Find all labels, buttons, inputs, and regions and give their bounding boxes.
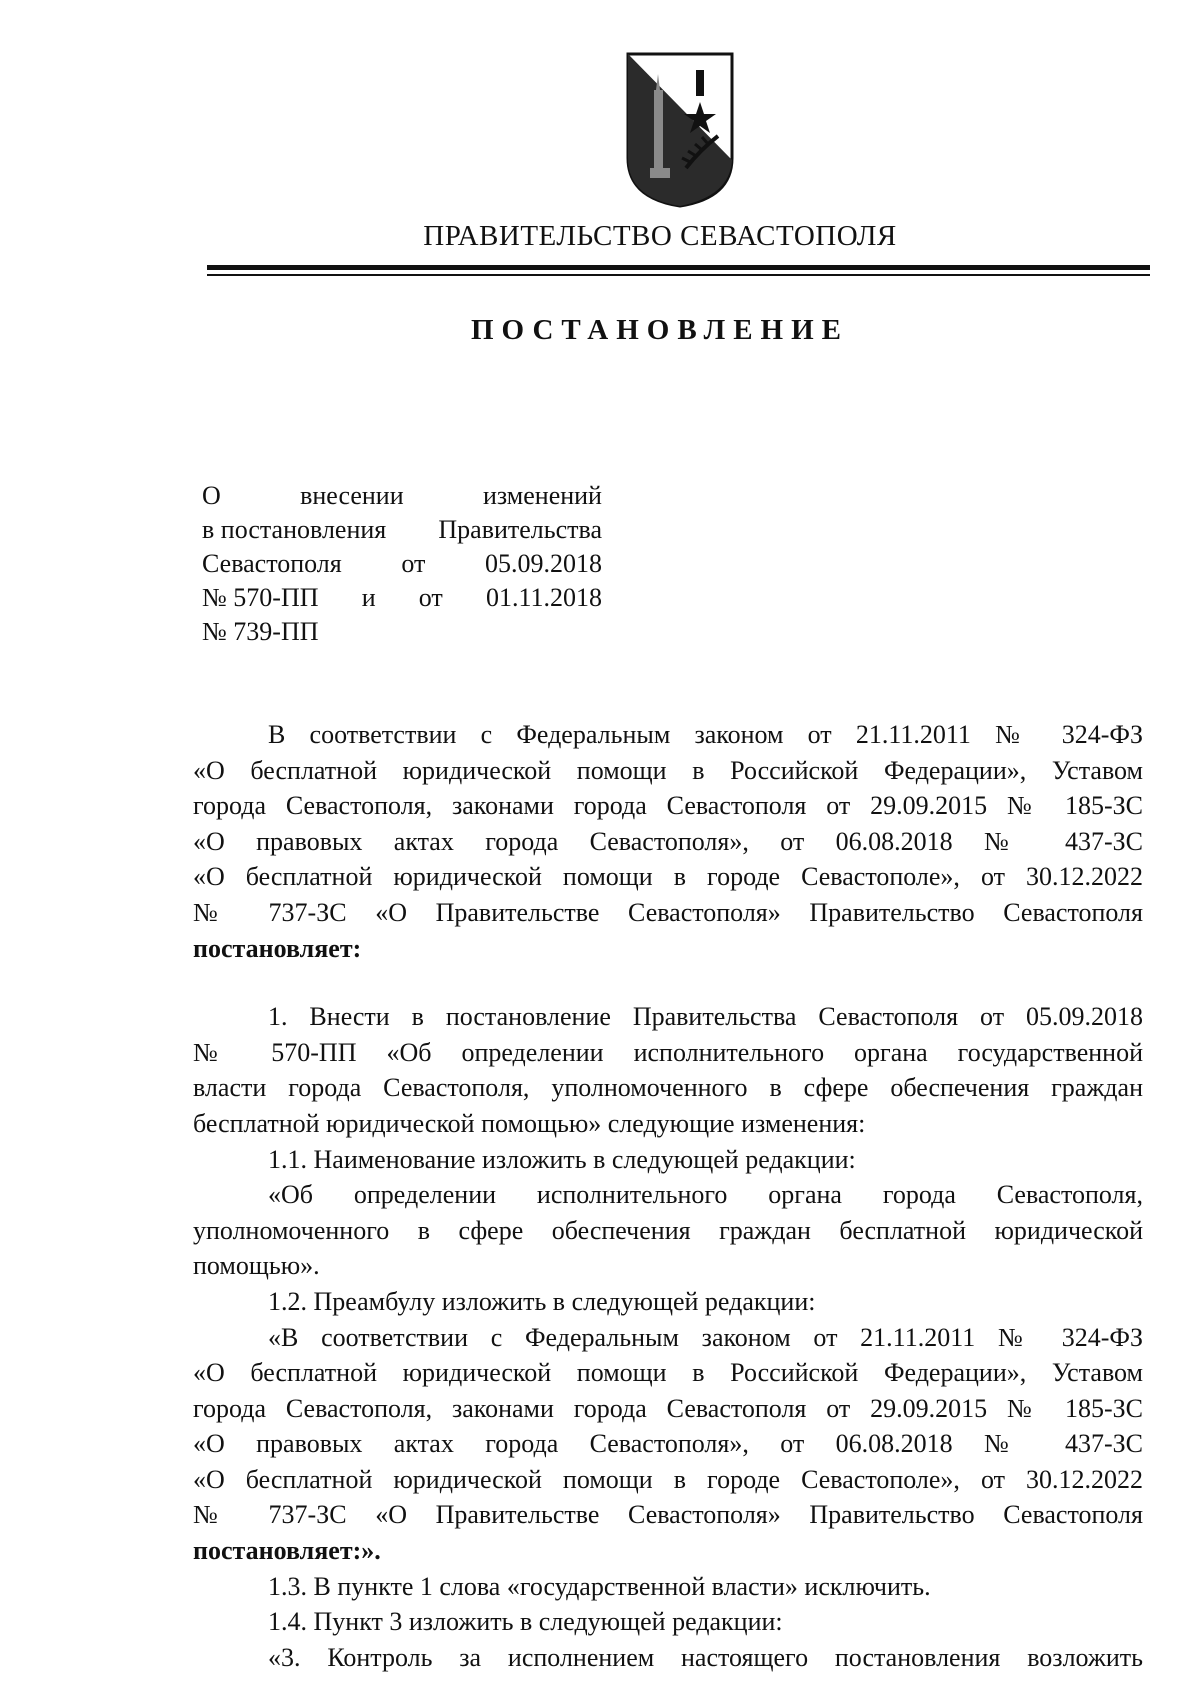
text-line: помощью». [193,1251,320,1281]
text-line: № 570-ПП «Об определении исполнительного органа государственной [193,1037,1143,1067]
text-line: В соответствии с Федеральным законом от 21.11.2011 № 324-ФЗ [268,720,1143,749]
text-line: «О правовых актах города Севастополя», от 06.08.2018 № 437-ЗС [193,826,1143,856]
header-divider-thick [207,265,1150,270]
document-type-heading: ПОСТАНОВЛЕНИЕ [470,314,849,346]
resolves-keyword: постановляет: [193,933,362,963]
text-line: «О бесплатной юридической помощи в городе Севастополе», от 30.12.2022 [193,1464,1143,1494]
text-line: 1.4. Пункт 3 изложить в следующей редакции: [268,1607,783,1637]
text-line: города Севастополя, законами города Севастополя от 29.09.2015 № 185-ЗС [193,791,1143,821]
text-line [193,1533,1143,1569]
sevastopol-coat-of-arms-icon [620,50,740,208]
text-line: власти города Севастополя, уполномоченного в сфере обеспечения граждан [193,1073,1143,1103]
document-subject [202,479,602,649]
resolves-keyword: постановляет:». [193,1536,381,1566]
text-line: 1.2. Преамбулу изложить в следующей редакции: [268,1286,816,1316]
text-line: № 737-ЗС «О Правительстве Севастополя» Правительство Севастополя [193,1500,1143,1530]
text-line: «В соответствии с Федеральным законом от 21.11.2011 № 324-ФЗ [268,1322,1143,1352]
text-line: 1.1. Наименование изложить в следующей редакции: [268,1144,856,1174]
text-line: бесплатной юридической помощью» следующие изменения: [193,1108,866,1138]
text-line: 1.3. В пункте 1 слова «государственной власти» исключить. [268,1571,931,1601]
text-line: «О правовых актах города Севастополя», от 06.08.2018 № 437-ЗС [193,1429,1143,1459]
text-line: города Севастополя, законами города Севастополя от 29.09.2015 № 185-ЗС [193,1393,1143,1423]
header-divider-thin [207,274,1150,276]
text-line: «3. Контроль за исполнением настоящего постановления возложить [268,1642,1143,1672]
preamble-paragraph [193,717,1143,966]
government-title: ПРАВИТЕЛЬСТВО СЕВАСТОПОЛЯ [423,220,897,252]
document-body [193,717,1143,1675]
text-line: № 737-ЗС «О Правительстве Севастополя» Правительство Севастополя [193,897,1143,927]
item-1-3-paragraph [193,1569,1143,1605]
subject-line: № 570-ПП и от 01.11.2018 [202,583,602,612]
text-line [193,931,1143,967]
text-line: «О бесплатной юридической помощи в городе Севастополе», от 30.12.2022 [193,862,1143,892]
item-1-paragraph [193,999,1143,1141]
text-line: уполномоченного в сфере обеспечения граждан бесплатной юридической [193,1215,1143,1245]
text-line: 1. Внести в постановление Правительства Севастополя от 05.09.2018 [268,1002,1143,1032]
text-line: «Об определении исполнительного органа города Севастополя, [268,1180,1143,1210]
subject-line: № 739-ПП [202,617,319,646]
item-1-1-paragraph [193,1142,1143,1284]
item-1-4-paragraph [193,1604,1143,1675]
subject-line: в постановления Правительства [202,515,602,544]
text-line: «О бесплатной юридической помощи в Российской Федерации», Уставом [193,1358,1143,1388]
item-1-2-paragraph [193,1284,1143,1569]
subject-line: О внесении изменений [202,481,602,510]
subject-line: Севастополя от 05.09.2018 [202,549,602,578]
text-line: «О бесплатной юридической помощи в Российской Федерации», Уставом [193,755,1143,785]
